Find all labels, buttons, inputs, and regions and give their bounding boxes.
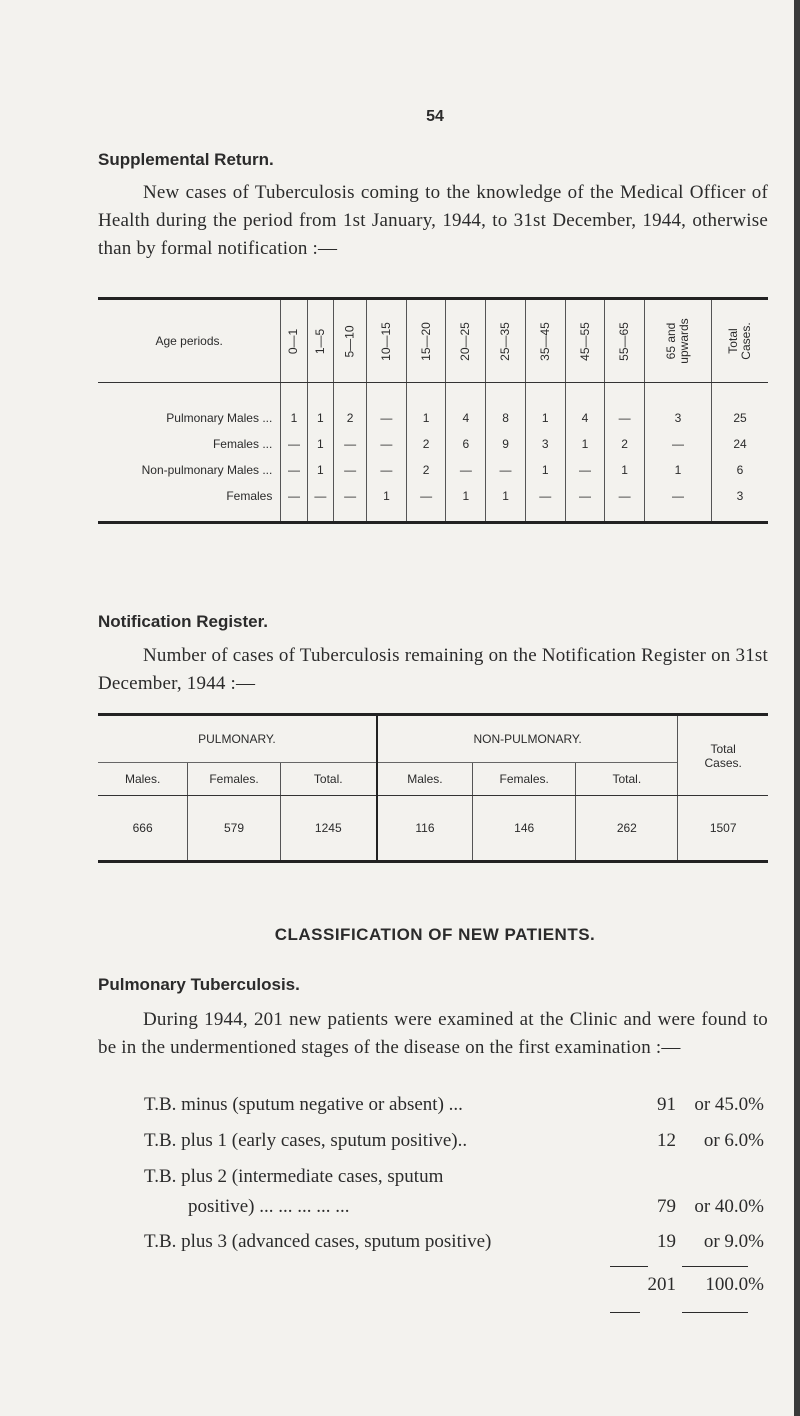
col-header — [645, 299, 712, 383]
value-cell: 262 — [576, 796, 678, 862]
value-cell: 579 — [188, 796, 280, 862]
age-cell: 1 — [281, 383, 307, 432]
col-header — [281, 299, 307, 383]
notification-heading: Notification Register. — [98, 612, 269, 631]
age-cell: 3 — [712, 483, 769, 523]
stage-count: 19 — [657, 1231, 676, 1252]
col-label: 45—55 — [577, 322, 592, 361]
value-cell: 116 — [377, 796, 473, 862]
stage-percent: or 45.0% — [694, 1094, 764, 1115]
notification-paragraph — [98, 642, 768, 698]
age-table-row — [98, 431, 768, 457]
page-edge — [794, 0, 800, 1416]
age-cell: — — [525, 483, 565, 523]
classification-paragraph — [98, 1006, 768, 1062]
sub-header: Males. — [377, 763, 473, 796]
col-header — [605, 299, 645, 383]
col-label: 55—65 — [617, 322, 632, 361]
percent-rule — [682, 1266, 748, 1267]
age-cell: 6 — [446, 431, 486, 457]
age-cell: — — [281, 457, 307, 483]
age-cell: 24 — [712, 431, 769, 457]
stage-count: 91 — [657, 1094, 676, 1115]
stage-count: 79 — [657, 1196, 676, 1217]
total-cases-label: Total Cases. — [704, 741, 742, 770]
stage-row — [144, 1130, 764, 1158]
pulmonary-header: PULMONARY. — [198, 732, 276, 746]
age-cell: 1 — [605, 457, 645, 483]
row-label: Females ... — [212, 437, 273, 451]
age-cell: 1 — [486, 483, 526, 523]
age-periods-table — [98, 297, 768, 524]
col-label: 20—25 — [458, 322, 473, 361]
value-cell: 146 — [473, 796, 576, 862]
col-header — [406, 299, 446, 383]
stage-count: 12 — [657, 1130, 676, 1151]
classification-heading: CLASSIFICATION OF NEW PATIENTS. — [274, 925, 596, 944]
col-label: 15—20 — [418, 322, 433, 361]
col-header — [307, 299, 333, 383]
col-label: 35—45 — [537, 322, 552, 361]
col-label: 25—35 — [498, 322, 513, 361]
age-cell: 25 — [712, 383, 769, 432]
age-cell: 1 — [367, 483, 407, 523]
age-cell: — — [565, 483, 605, 523]
col-header — [367, 299, 407, 383]
sub-header: Males. — [98, 763, 188, 796]
age-cell: 1 — [307, 431, 333, 457]
age-cell: 2 — [334, 383, 367, 432]
value-cell: 1245 — [280, 796, 377, 862]
supplemental-text: New cases of Tuberculosis coming to the knowledge of the Medical Officer of Health during the period from 1st January, 1944, to 31st December, 1944, otherwise than by formal notification :— — [98, 182, 768, 259]
stage-total-row — [144, 1274, 764, 1302]
age-cell: — — [367, 383, 407, 432]
stage-label: T.B. plus 1 (early cases, sputum positive).. — [144, 1130, 468, 1151]
non-pulmonary-header: NON-PULMONARY. — [377, 715, 678, 763]
col-label: 10—15 — [378, 322, 393, 361]
col-header — [334, 299, 367, 383]
col-label: 1—5 — [312, 328, 327, 355]
sub-header: Total. — [280, 763, 377, 796]
age-cell: 1 — [525, 457, 565, 483]
age-cell: 3 — [525, 431, 565, 457]
stage-label: T.B. plus 3 (advanced cases, sputum positive) — [144, 1231, 492, 1252]
col-header — [525, 299, 565, 383]
age-cell: — — [645, 431, 712, 457]
col-header — [446, 299, 486, 383]
stage-percent: or 6.0% — [703, 1130, 764, 1151]
age-cell: 9 — [486, 431, 526, 457]
age-cell: — — [565, 457, 605, 483]
age-cell: — — [486, 457, 526, 483]
col-header — [486, 299, 526, 383]
stage-label: T.B. minus (sputum negative or absent) ... — [144, 1094, 463, 1115]
col-header — [712, 299, 769, 383]
pulmonary-tb-subheading: Pulmonary Tuberculosis. — [98, 975, 300, 994]
count-rule — [610, 1312, 640, 1313]
age-cell: 1 — [307, 383, 333, 432]
sub-header: Females. — [188, 763, 280, 796]
stage-percent: or 9.0% — [703, 1231, 764, 1252]
total-cases-header — [678, 715, 768, 796]
age-corner-label: Age periods. — [98, 299, 281, 383]
col-label: 0—1 — [286, 328, 301, 355]
total-percent: 100.0% — [705, 1274, 764, 1295]
age-cell: — — [605, 483, 645, 523]
age-cell: 4 — [446, 383, 486, 432]
age-table-row — [98, 383, 768, 432]
age-header-row — [98, 299, 768, 383]
col-label: 5—10 — [342, 325, 357, 358]
stage-label-line1: T.B. plus 2 (intermediate cases, sputum — [144, 1166, 444, 1187]
stage-row-line1 — [144, 1166, 764, 1194]
age-cell: 1 — [307, 457, 333, 483]
age-cell: — — [334, 457, 367, 483]
stage-row — [144, 1231, 764, 1259]
register-values-row — [98, 796, 768, 862]
age-cell: 1 — [565, 431, 605, 457]
age-cell: — — [334, 483, 367, 523]
group-header-row — [98, 715, 768, 763]
col-header — [565, 299, 605, 383]
age-cell: 1 — [406, 383, 446, 432]
age-cell: — — [334, 431, 367, 457]
notification-text: Number of cases of Tuberculosis remaining on the Notification Register on 31st December, 1944 :— — [98, 645, 768, 694]
age-cell: 6 — [712, 457, 769, 483]
age-cell: — — [605, 383, 645, 432]
supplemental-heading: Supplemental Return. — [98, 150, 274, 169]
row-label: Pulmonary Males ... — [166, 411, 273, 425]
age-cell: — — [367, 457, 407, 483]
percent-rule — [682, 1312, 748, 1313]
sub-header: Total. — [576, 763, 678, 796]
age-cell: 3 — [645, 383, 712, 432]
age-cell: 1 — [446, 483, 486, 523]
page-number: 54 — [426, 108, 444, 125]
col-label: 65 and upwards — [664, 318, 691, 364]
age-cell: — — [281, 483, 307, 523]
notification-register-table — [98, 713, 768, 863]
value-cell: 1507 — [678, 796, 768, 862]
classification-text: During 1944, 201 new patients were examined at the Clinic and were found to be in the undermentioned stages of the disease on the first examination :— — [98, 1009, 768, 1058]
age-cell: 2 — [406, 457, 446, 483]
age-table-row — [98, 457, 768, 483]
age-cell: 1 — [645, 457, 712, 483]
age-table-row — [98, 483, 768, 523]
sub-header: Females. — [473, 763, 576, 796]
stage-label: positive) ... ... ... ... ... — [188, 1196, 350, 1217]
age-cell: 8 — [486, 383, 526, 432]
age-cell: — — [645, 483, 712, 523]
age-cell: 2 — [406, 431, 446, 457]
age-cell: — — [406, 483, 446, 523]
age-cell: — — [446, 457, 486, 483]
age-cell: 2 — [605, 431, 645, 457]
count-rule — [610, 1266, 648, 1267]
stage-row — [144, 1196, 764, 1224]
sub-header-row — [98, 763, 768, 796]
stage-row — [144, 1094, 764, 1122]
row-label: Non-pulmonary Males ... — [141, 463, 273, 477]
supplemental-paragraph — [98, 179, 768, 263]
value-cell: 666 — [132, 821, 153, 835]
age-cell: — — [367, 431, 407, 457]
stage-percent: or 40.0% — [694, 1196, 764, 1217]
age-cell: 1 — [525, 383, 565, 432]
age-cell: — — [307, 483, 333, 523]
row-label: Females — [226, 489, 273, 503]
age-cell: 4 — [565, 383, 605, 432]
age-cell: — — [281, 431, 307, 457]
col-label: Total Cases. — [726, 322, 753, 360]
total-count: 201 — [647, 1274, 676, 1295]
